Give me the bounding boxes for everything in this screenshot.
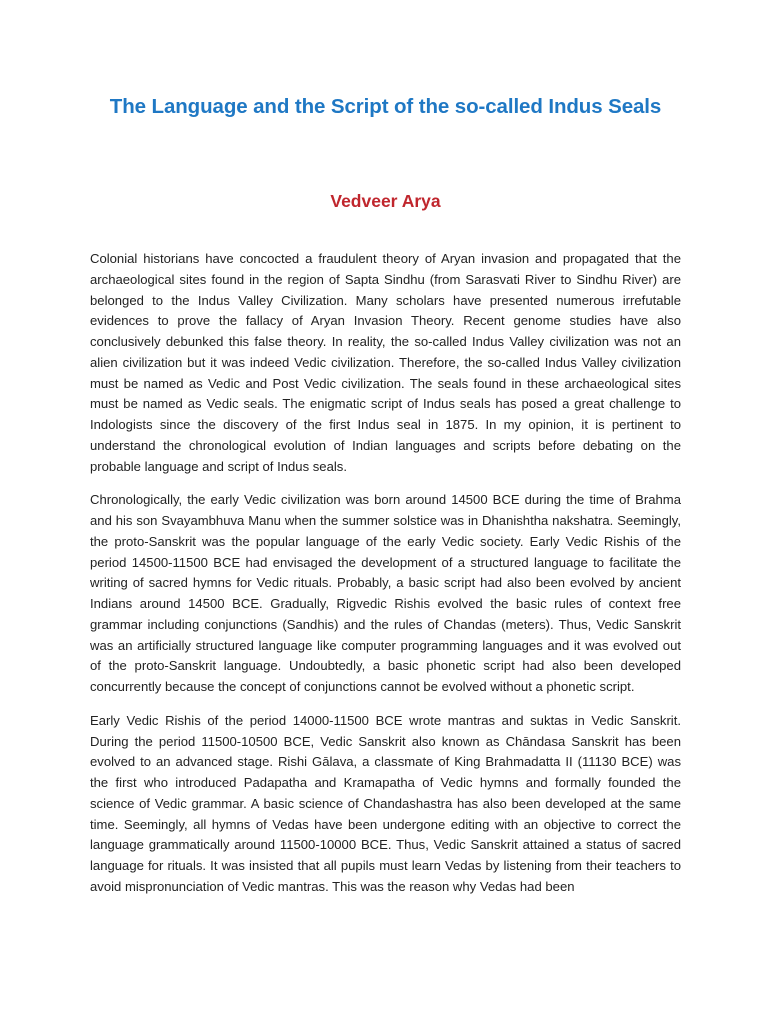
- body-paragraph-1: Colonial historians have concocted a fraudulent theory of Aryan invasion and propagated that the archaeological sites found in the region of Sapta Sindhu (from Sarasvati River to Sindhu River) are belonged to the Indus Valley Civilization. Many scholars have presented numerous irrefutable evidences to prove the fallacy of Aryan Invasion Theory. Recent genome studies have also conclusively debunked this false theory. In reality, the so-called Indus Valley civilization was not an alien civilization but it was indeed Vedic civilization. Therefore, the so-called Indus Valley civilization must be named as Vedic and Post Vedic civilization. The seals found in these archaeological sites must be named as Vedic seals. The enigmatic script of Indus seals has posed a great challenge to Indologists since the discovery of the first Indus seal in 1875. In my opinion, it is pertinent to understand the chronological evolution of Indian languages and scripts before debating on the probable language and script of Indus seals.: [90, 251, 681, 474]
- document-body: [90, 249, 681, 898]
- document-title: The Language and the Script of the so-called Indus Seals: [109, 95, 662, 118]
- body-paragraph-3: Early Vedic Rishis of the period 14000-11500 BCE wrote mantras and suktas in Vedic Sanskrit. During the period 11500-10500 BCE, Vedic Sanskrit also known as Chāndasa Sanskrit has been evolved to an advanced stage. Rishi Gālava, a classmate of King Brahmadatta II (11130 BCE) was the first who introduced Padapatha and Kramapatha of Vedic hymns and formally founded the science of Vedic grammar. A basic science of Chandashastra has also been developed at the same time. Seemingly, all hymns of Vedas have been undergone editing with an objective to correct the language grammatically around 11500-10000 BCE. Thus, Vedic Sanskrit attained a status of sacred language for rituals. It was insisted that all pupils must learn Vedas by listening from their teachers to avoid mispronunciation of Vedic mantras. This was the reason why Vedas had been: [90, 712, 681, 894]
- document-author: Vedveer Arya: [330, 191, 441, 211]
- body-paragraph-2: Chronologically, the early Vedic civilization was born around 14500 BCE during the time of Brahma and his son Svayambhuva Manu when the summer solstice was in Dhanishtha nakshatra. Seemingly, the proto-Sanskrit was the popular language of the early Vedic society. Early Vedic Rishis of the period 14500-11500 BCE had envisaged the development of a structured language to facilitate the writing of sacred hymns for Vedic rituals. Probably, a basic script had also been evolved by ancient Indians around 14500 BCE. Gradually, Rigvedic Rishis evolved the basic rules of context free grammar including conjunctions (Sandhis) and the rules of Chandas (meters). Thus, Vedic Sanskrit was an artificially structured language like computer programming languages and it was evolved out of the proto-Sanskrit language. Undoubtedly, a basic phonetic script had also been developed concurrently because the concept of conjunctions cannot be evolved without a phonetic script.: [90, 492, 681, 694]
